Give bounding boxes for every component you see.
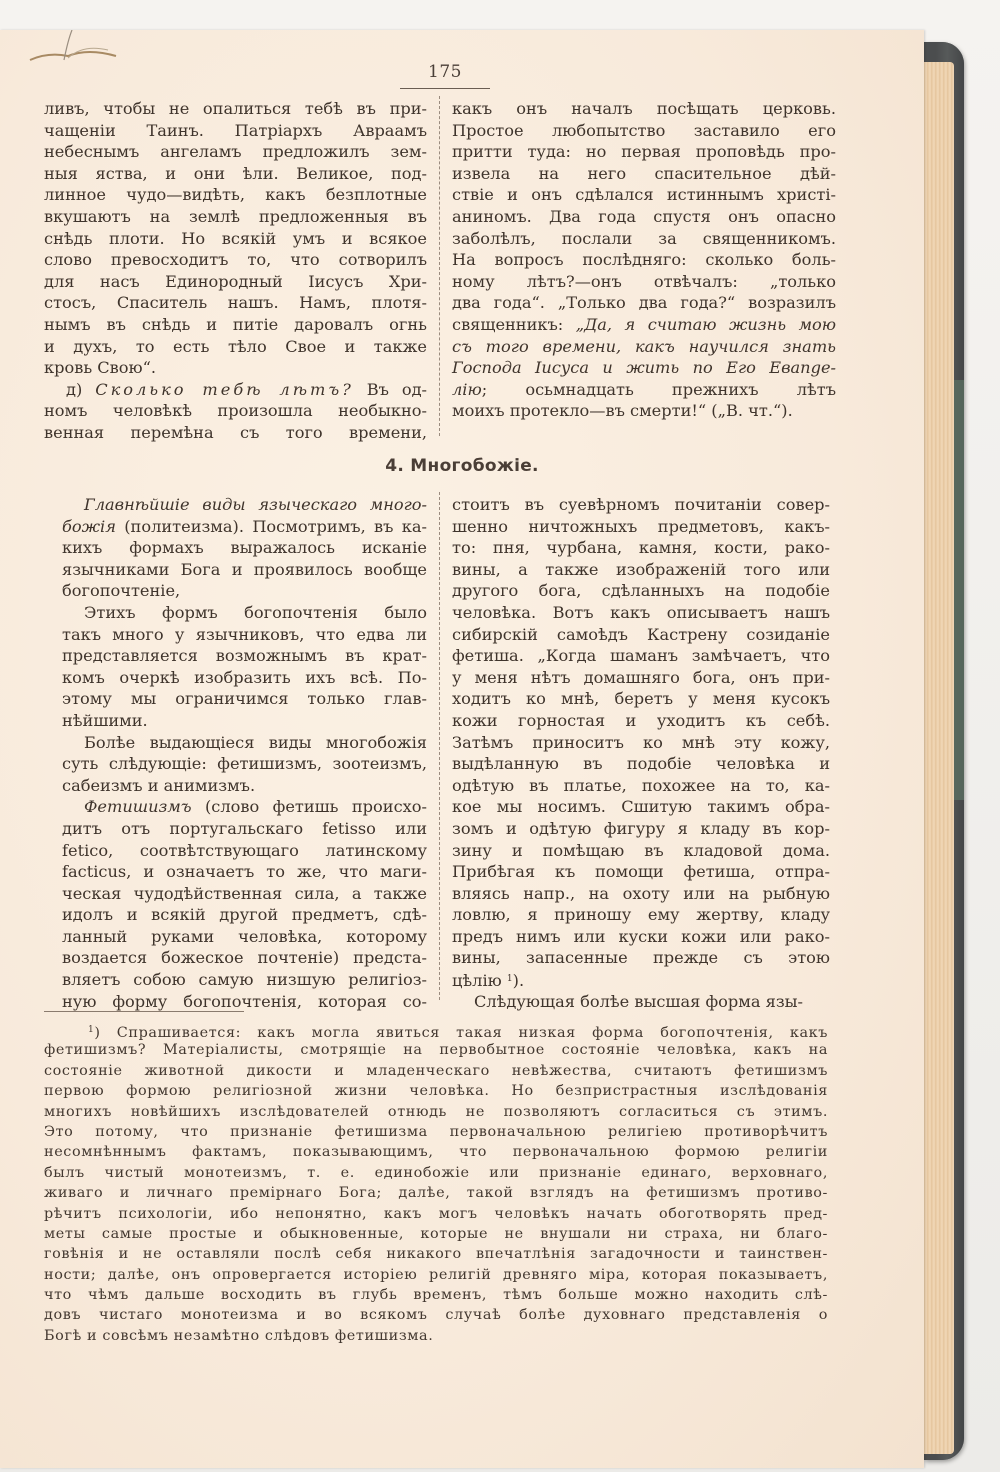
text-line: моихъ протекло—въ смерти!“ („В. чт.“). bbox=[452, 401, 793, 421]
text-line: фетиша. „Когда шаманъ замѣчаетъ, что bbox=[452, 646, 830, 666]
text-line: кое мы носимъ. Сшитую такимъ обра- bbox=[452, 797, 830, 817]
text-line: fetico, соотвѣтствующаго латинскому bbox=[62, 840, 427, 860]
text-line: ныя яства, и они ѣли. Великое, под- bbox=[44, 163, 427, 183]
text-line: съ того времени, какъ научился знать bbox=[452, 336, 836, 356]
page-edges bbox=[924, 62, 954, 1454]
text-line: ную форму богопочтенія, которая со- bbox=[62, 991, 427, 1011]
text-line: комъ очеркѣ изобразить ихъ всѣ. По- bbox=[62, 667, 427, 687]
text-line: небеснымъ ангеламъ предложилъ зем- bbox=[44, 142, 427, 162]
footnote-mark: 1 bbox=[88, 1025, 95, 1035]
text-line: facticus, и означаетъ то же, что маги- bbox=[62, 862, 427, 882]
footnote-line: Это потому, что признаніе фетишизма первоначальною религіею противорѣчитъ bbox=[44, 1123, 828, 1140]
text-line: ланный руками человѣка, которому bbox=[62, 926, 427, 946]
footnote-line: многихъ новѣйшихъ изслѣдователей отнюдь не позволяютъ согласиться съ этимъ. bbox=[44, 1103, 828, 1120]
text-fragment: (слово фетишь происхо- bbox=[191, 797, 427, 817]
text-line: стоитъ въ суевѣрномъ почитаніи совер- bbox=[452, 495, 830, 514]
text-line: ливъ, чтобы не опалиться тебѣ въ при- bbox=[44, 99, 427, 118]
text-line: нымъ въ снѣдь и питіе даровалъ огнь bbox=[44, 314, 427, 334]
text-line: кихъ формахъ выражалось исканіе bbox=[62, 538, 427, 558]
text-line: то: пня, чурбана, камня, кости, рако- bbox=[452, 538, 830, 558]
text-line: извела на него спасительное дѣй- bbox=[452, 163, 836, 183]
footnote-line: былъ чистый монотеизмъ, т. е. единобожіе или признаніе единаго, верховнаго, bbox=[44, 1164, 828, 1181]
text-line: Этихъ формъ богопочтенія было bbox=[84, 602, 427, 622]
footnote-reference[interactable]: 1 bbox=[506, 974, 513, 985]
text-line bbox=[62, 516, 427, 538]
footnote bbox=[44, 1020, 828, 1346]
footnote-line: ности; далѣе, онъ опровергается исторіею религій древняго міра, которая показываетъ, bbox=[44, 1266, 828, 1283]
text-line: ческая чудодѣйственная сила, а также bbox=[62, 883, 427, 903]
cover-green-cloth bbox=[954, 380, 964, 800]
footnote-line: довъ чистаго монотеизма и во всякомъ случаѣ болѣе духовнаго представленія о bbox=[44, 1307, 828, 1324]
footnote-line: рѣчитъ психологіи, ибо непонятно, какъ могъ человѣкъ начать обоготворять пред- bbox=[44, 1205, 828, 1222]
text-line: Слѣдующая болѣе высшая форма язы- bbox=[474, 991, 804, 1011]
text-line: другого бога, сдѣланныхъ на подобіе bbox=[452, 581, 830, 601]
text-fragment: (политеизма). Посмотримъ, въ ка- bbox=[115, 516, 427, 536]
text-line: этому мы ограничимся только глав- bbox=[62, 689, 427, 709]
text-line: и духъ, то есть тѣло Свое и также bbox=[44, 336, 427, 356]
text-line: шенно ничтожныхъ предметовъ, какъ- bbox=[452, 516, 830, 536]
upper-left-column bbox=[44, 98, 427, 444]
page-number: 175 bbox=[428, 62, 462, 82]
text-line: вины, запасенные прежде съ этою bbox=[452, 948, 830, 968]
text-fragment: ) Спрашивается: какъ могла явиться такая низкая форма богопочтенія, какъ bbox=[94, 1025, 828, 1041]
text-line: вины, а также изображеній того или bbox=[452, 559, 830, 579]
text-line: представляется возможнымъ въ крат- bbox=[62, 646, 427, 666]
text-line: снѣдь плоти. Но всякій умъ и всякое bbox=[44, 228, 427, 248]
text-line: стосъ, Спаситель нашъ. Намъ, плотя- bbox=[44, 293, 427, 313]
text-line: вляетъ собою самую низшую религіоз- bbox=[62, 970, 427, 990]
text-fragment: цѣлію bbox=[452, 971, 502, 991]
upper-right-column bbox=[452, 98, 836, 422]
binding-thread bbox=[28, 30, 118, 64]
text-fragment: ). bbox=[512, 971, 525, 991]
text-line: ловлю, я приношу ему жертву, кладу bbox=[452, 905, 830, 925]
text-line: сибирскій самоѣдъ Кастрену созиданіе bbox=[452, 624, 830, 644]
footnote-line: говѣнія и не оставляли послѣ себя никакого впечатлѣнія загадочности и таинствен- bbox=[44, 1246, 828, 1263]
text-line bbox=[44, 379, 427, 401]
text-fragment: священникъ: bbox=[452, 314, 576, 334]
text-line: венная перемѣна съ того времени, bbox=[44, 422, 427, 442]
text-line: суть слѣдующіе: фетишизмъ, зоотеизмъ, bbox=[62, 754, 427, 774]
text-line bbox=[62, 796, 427, 818]
text-line: номъ человѣкѣ произошла необыкно- bbox=[44, 401, 427, 421]
text-line: богопочтеніе, bbox=[62, 581, 181, 601]
text-line: притти туда: но первая проповѣдь про- bbox=[452, 142, 836, 162]
page-number-rule bbox=[400, 88, 490, 89]
text-line: кожи горностая и уходитъ къ себѣ. bbox=[452, 710, 830, 730]
italic-quote: лію bbox=[452, 379, 482, 399]
text-line: зину и помѣщаю въ кладовой дома. bbox=[452, 840, 830, 860]
text-fragment: Въ од- bbox=[366, 379, 428, 399]
column-divider bbox=[439, 96, 441, 436]
text-line: вкушаютъ на землѣ предложенныя въ bbox=[44, 206, 427, 226]
section-title: 4. Многобожіе. bbox=[385, 456, 539, 476]
text-line: линное чудо—видѣть, какъ безплотные bbox=[44, 185, 427, 205]
text-line: На вопросъ послѣдняго: сколько боль- bbox=[452, 250, 836, 270]
text-line: сабеизмъ и анимизмъ. bbox=[62, 775, 256, 795]
footnote-line: меты самые простые и обыкновенные, которые не внушали ни страха, ни благо- bbox=[44, 1225, 828, 1242]
text-line: язычниками Бога и проявилось вообще bbox=[62, 559, 427, 579]
text-line: идолъ и всякій другой предметъ, сдѣ- bbox=[62, 905, 427, 925]
text-line: ходитъ ко мнѣ, беретъ у меня кусокъ bbox=[452, 689, 830, 709]
italic-heading: божія bbox=[62, 516, 116, 536]
text-line: для насъ Единородный Іисусъ Хри- bbox=[44, 271, 427, 291]
text-line: кровь Свою“. bbox=[44, 358, 157, 378]
lower-left-column bbox=[62, 494, 427, 1012]
text-line: одѣтую въ платье, похожее на то, ка- bbox=[452, 775, 830, 795]
text-line: выдѣланную въ подобіе человѣка и bbox=[452, 754, 830, 774]
italic-term: Фетишизмъ bbox=[84, 797, 192, 817]
text-line: воздается божеское почтеніе) предста- bbox=[62, 948, 427, 968]
footnote-line: первою формою религіозной жизни человѣка. Но безпристрастныя изслѣдованія bbox=[44, 1083, 828, 1100]
italic-quote: „Да, я считаю жизнь мою bbox=[575, 314, 836, 334]
footnote-line: что чѣмъ дальше восходить въ глубь временъ, тѣмъ больше можно находить слѣ- bbox=[44, 1287, 828, 1304]
text-line: аниномъ. Два года спустя онъ опасно bbox=[452, 206, 836, 226]
text-line: слово превосходитъ то, что сотворилъ bbox=[44, 250, 427, 270]
footnote-line: состояніе животной дикости и младенческаго невѣжества, считаютъ фетишизмъ bbox=[44, 1062, 828, 1079]
text-line: Господа Іисуса и жить по Его Евange- bbox=[452, 358, 836, 378]
text-line: ствіе и онъ сдѣлался истиннымъ христі- bbox=[452, 185, 836, 205]
footnote-line: Богѣ и совсѣмъ незамѣтно слѣдовъ фетишизма. bbox=[44, 1327, 434, 1344]
footnote-line: несомнѣннымъ фактамъ, показывающимъ, что первоначальною формою религіи bbox=[44, 1144, 828, 1161]
text-line: ному лѣтъ?—онъ отвѣчалъ: „только bbox=[452, 271, 836, 291]
italic-heading: Главнѣйшіе виды языческаго много- bbox=[84, 495, 427, 514]
text-line bbox=[452, 969, 830, 991]
text-line: вляясь напр., на охоту или на рыбную bbox=[452, 883, 830, 903]
text-line: у меня нѣтъ домашняго бога, онъ при- bbox=[452, 667, 830, 687]
text-line: предъ нимъ или куски кожи или рако- bbox=[452, 926, 830, 946]
footnote-line bbox=[44, 1020, 828, 1040]
text-line: какъ онъ началъ посѣщать церковь. bbox=[452, 99, 836, 118]
footnote-line: фетишизмъ? Матеріалисты, смотрящіе на первобытное состояніе человѣка, какъ на bbox=[44, 1042, 828, 1059]
column-divider bbox=[439, 492, 441, 1000]
italic-subheading: Сколько тебѣ лѣтъ? bbox=[95, 379, 354, 399]
text-line: два года“. „Только два года?“ возразилъ bbox=[452, 293, 836, 313]
text-line bbox=[452, 379, 836, 401]
text-line: Простое любопытство заставило его bbox=[452, 120, 836, 140]
text-line: дитъ отъ португальскаго fetisso или bbox=[62, 818, 427, 838]
lower-right-column bbox=[452, 494, 830, 1012]
text-line: Болѣе выдающіеся виды многобожія bbox=[84, 732, 427, 752]
text-line: заболѣлъ, послали за священникомъ. bbox=[452, 228, 836, 248]
text-line: Прибѣгая къ помощи фетиша, отпра- bbox=[452, 862, 830, 882]
list-marker: д) bbox=[66, 379, 83, 399]
footnote-line: живаго и личнаго премірнаго Бога; далѣе, такой взглядъ на фетишизмъ противо- bbox=[44, 1185, 828, 1202]
text-line bbox=[452, 314, 836, 336]
footnote-rule bbox=[44, 1011, 244, 1012]
text-line: Затѣмъ приноситъ ко мнѣ эту кожу, bbox=[452, 732, 830, 752]
text-line: нѣйшими. bbox=[62, 710, 148, 730]
text-line: такъ много у язычниковъ, что едва ли bbox=[62, 624, 427, 644]
text-line: чащеніи Таинъ. Патріархъ Авраамъ bbox=[44, 120, 427, 140]
text-line: зомъ и одѣтую фигуру я кладу въ кор- bbox=[452, 818, 830, 838]
text-line: человѣка. Вотъ какъ описываетъ нашъ bbox=[452, 602, 830, 622]
text-line bbox=[62, 494, 427, 516]
text-fragment: ; осьмнадцать прежнихъ лѣтъ bbox=[481, 379, 836, 399]
